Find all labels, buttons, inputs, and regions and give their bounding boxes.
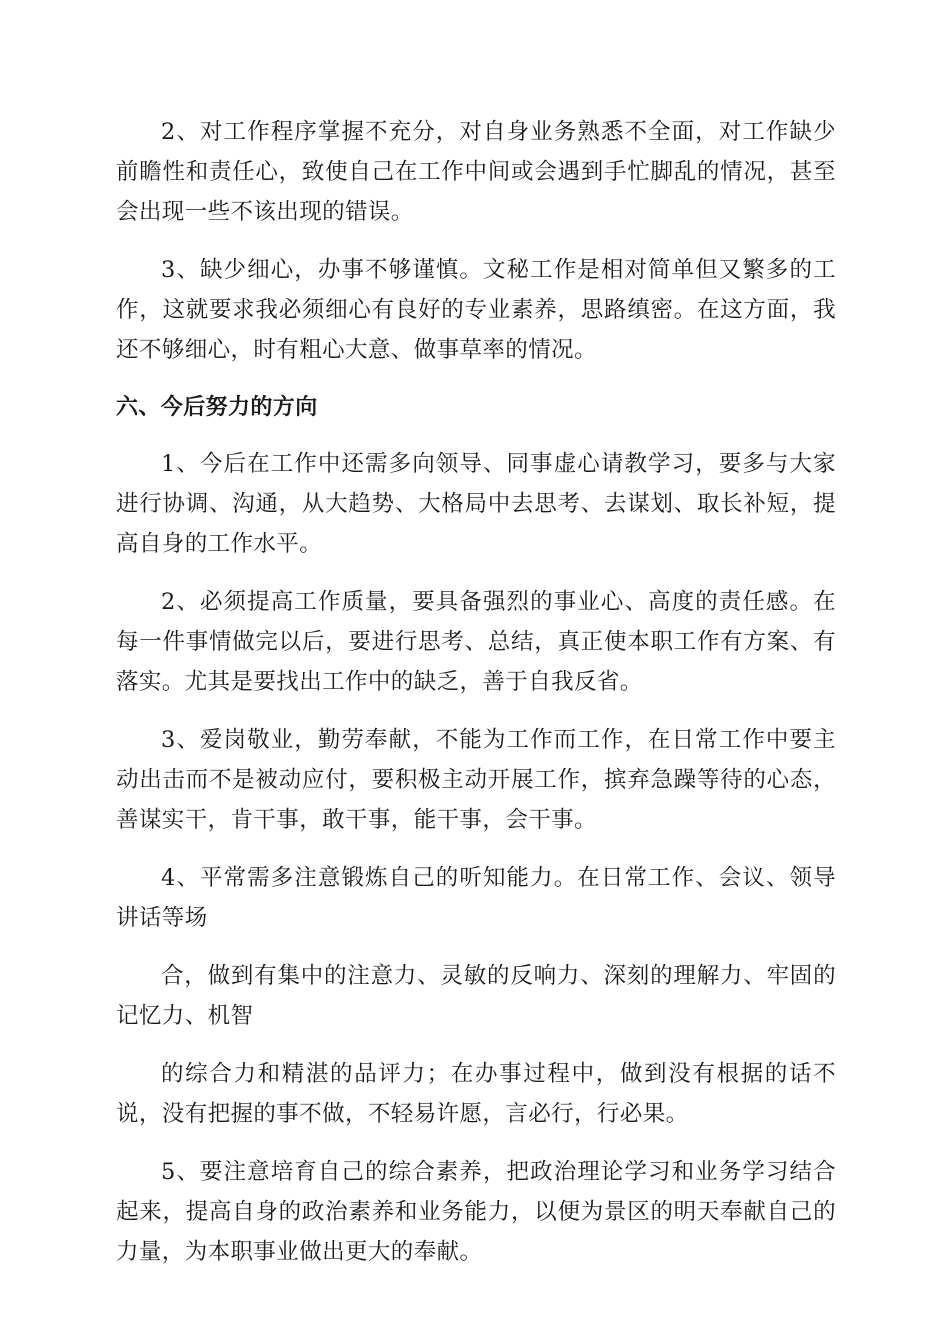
section-heading: 六、今后努力的方向 — [116, 395, 318, 420]
paragraph-item-2-procedure: 2、对工作程序掌握不充分，对自身业务熟悉不全面，对工作缺少前瞻性和责任心，致使自己在工作中间或会遇到手忙脚乱的情况，甚至会出现一些不该出现的错误。 — [116, 119, 836, 225]
paragraph-direction-1: 1、今后在工作中还需多向领导、同事虚心请教学习，要多与大家进行协调、沟通，从大趋势、大格局中去思考、去谋划、取长补短，提高自身的工作水平。 — [116, 451, 836, 557]
paragraph-direction-3: 3、爱岗敬业，勤劳奉献，不能为工作而工作，在日常工作中要主动出击而不是被动应付，要积极主动开展工作，摈弃急躁等待的心态，善谋实干，肯干事，敢干事，能干事，会干事。 — [116, 727, 836, 833]
paragraph-direction-2: 2、必须提高工作质量，要具备强烈的事业心、高度的责任感。在每一件事情做完以后，要进行思考、总结，真正使本职工作有方案、有落实。尤其是要找出工作中的缺乏，善于自我反省。 — [116, 589, 836, 695]
paragraph-direction-4-part-2: 合，做到有集中的注意力、灵敏的反响力、深刻的理解力、牢固的记忆力、机智 — [116, 963, 836, 1029]
paragraph-direction-4-part-3: 的综合力和精湛的品评力；在办事过程中，做到没有根据的话不说，没有把握的事不做，不轻易许愿，言必行，行必果。 — [116, 1061, 836, 1127]
paragraph-direction-5: 5、要注意培育自己的综合素养，把政治理论学习和业务学习结合起来，提高自身的政治素养和业务能力，以便为景区的明天奉献自己的力量，为本职事业做出更大的奉献。 — [116, 1159, 836, 1265]
paragraph-item-3-carefulness: 3、缺少细心，办事不够谨慎。文秘工作是相对简单但又繁多的工作，这就要求我必须细心有良好的专业素养，思路缜密。在这方面，我还不够细心，时有粗心大意、做事草率的情况。 — [116, 257, 836, 363]
paragraph-direction-4-part-1: 4、平常需多注意锻炼自己的听知能力。在日常工作、会议、领导讲话等场 — [116, 865, 836, 931]
